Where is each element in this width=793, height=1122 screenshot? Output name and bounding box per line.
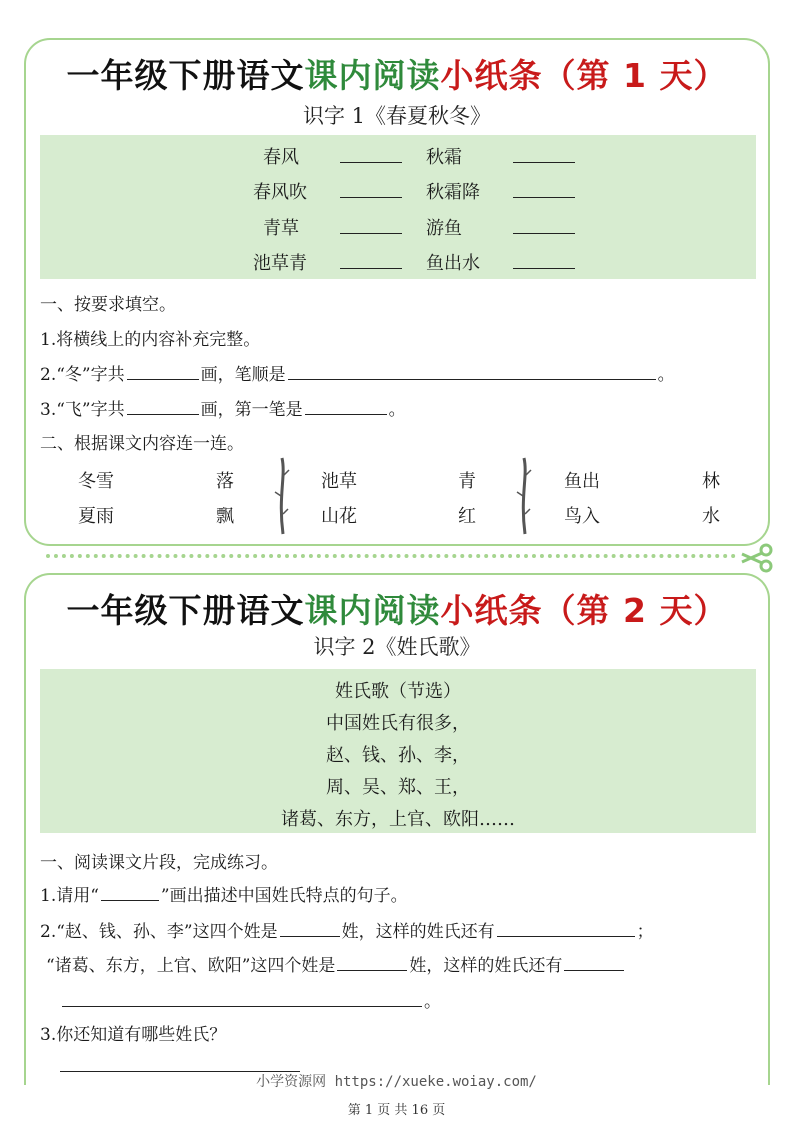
day2-section1-heading: 一、阅读课文片段，完成练习。 <box>40 853 278 873</box>
fill-blank[interactable] <box>288 361 656 380</box>
fill-blank[interactable] <box>340 144 402 163</box>
match-right-item[interactable]: 水 <box>702 506 720 527</box>
match-right-item[interactable]: 青 <box>458 471 476 492</box>
fill-blank[interactable] <box>337 952 407 971</box>
fill-blank[interactable] <box>513 144 575 163</box>
poem-line: 中国姓氏有很多， <box>326 713 470 734</box>
text-row-3: 青草 游鱼 <box>263 214 577 240</box>
fill-blank[interactable] <box>305 396 387 415</box>
poem-line: 周、吴、郑、王， <box>326 777 470 798</box>
fill-blank[interactable] <box>513 250 575 269</box>
fill-blank[interactable] <box>127 361 199 380</box>
match-left-item[interactable]: 鸟入 <box>564 506 600 527</box>
poem-title: 姓氏歌（节选） <box>335 681 461 702</box>
match-right-item[interactable]: 红 <box>458 506 476 527</box>
day2-q2: 2.“赵、钱、孙、李”这四个姓是 姓，这样的姓氏还有 ； <box>40 917 654 942</box>
day1-subtitle: 识字 1《春夏秋冬》 <box>302 104 492 128</box>
cut-line <box>46 554 736 558</box>
bamboo-divider-icon <box>272 456 292 536</box>
day1-text-box <box>40 135 756 279</box>
text-row-2: 春风吹 秋霜降 <box>253 178 577 204</box>
fill-blank[interactable] <box>513 179 575 198</box>
day1-q3: 3.“飞”字共 画，第一笔是 。 <box>40 395 406 420</box>
day2-subtitle: 识字 2《姓氏歌》 <box>313 635 481 659</box>
match-right-item[interactable]: 飘 <box>216 506 234 527</box>
fill-blank[interactable] <box>340 215 402 234</box>
day1-card <box>24 38 770 546</box>
match-left-item[interactable]: 夏雨 <box>78 506 114 527</box>
poem-line: 赵、钱、孙、李， <box>326 745 470 766</box>
day2-poem-box <box>40 669 756 833</box>
fill-blank[interactable] <box>101 882 159 901</box>
match-left-item[interactable]: 鱼出 <box>564 471 600 492</box>
day1-section1-heading: 一、按要求填空。 <box>40 295 176 315</box>
day2-q1: 1.请用“ ”画出描述中国姓氏特点的句子。 <box>40 881 408 906</box>
text-row-1: 春风 秋霜 <box>263 143 577 169</box>
day2-q2-cont2: 。 <box>60 987 441 1012</box>
fill-blank[interactable] <box>513 215 575 234</box>
fill-blank[interactable] <box>62 988 422 1007</box>
day2-card <box>24 573 770 1085</box>
scissors-icon <box>738 542 776 574</box>
day2-q3: 3.你还知道有哪些姓氏？ <box>40 1025 227 1045</box>
day1-q1: 1.将横线上的内容补充完整。 <box>40 330 261 350</box>
day1-q2: 2.“冬”字共 画，笔顺是 。 <box>40 360 675 385</box>
footer-url[interactable]: 小学资源网 https://xueke.woiay.com/ <box>256 1074 537 1090</box>
fill-blank[interactable] <box>497 918 635 937</box>
page-number: 第 1 页 共 16 页 <box>347 1103 446 1118</box>
fill-blank[interactable] <box>340 250 402 269</box>
text-row-4: 池草青 鱼出水 <box>253 249 577 275</box>
day1-title: 一年级下册语文课内阅读小纸条（第 1 天） <box>66 56 728 95</box>
bamboo-divider-icon <box>514 456 534 536</box>
day2-title: 一年级下册语文课内阅读小纸条（第 2 天） <box>66 591 728 630</box>
match-right-item[interactable]: 林 <box>702 471 720 492</box>
match-left-item[interactable]: 冬雪 <box>78 471 114 492</box>
day1-section2-heading: 二、根据课文内容连一连。 <box>40 434 244 454</box>
match-left-item[interactable]: 池草 <box>321 471 357 492</box>
fill-blank[interactable] <box>127 396 199 415</box>
poem-line: 诸葛、东方，上官、欧阳…… <box>281 809 515 830</box>
day2-q2-cont: “诸葛、东方，上官、欧阳”这四个姓是 姓，这样的姓氏还有 <box>46 951 626 976</box>
fill-blank[interactable] <box>564 952 624 971</box>
fill-blank[interactable] <box>340 179 402 198</box>
fill-blank[interactable] <box>280 918 340 937</box>
match-right-item[interactable]: 落 <box>216 471 234 492</box>
match-left-item[interactable]: 山花 <box>321 506 357 527</box>
